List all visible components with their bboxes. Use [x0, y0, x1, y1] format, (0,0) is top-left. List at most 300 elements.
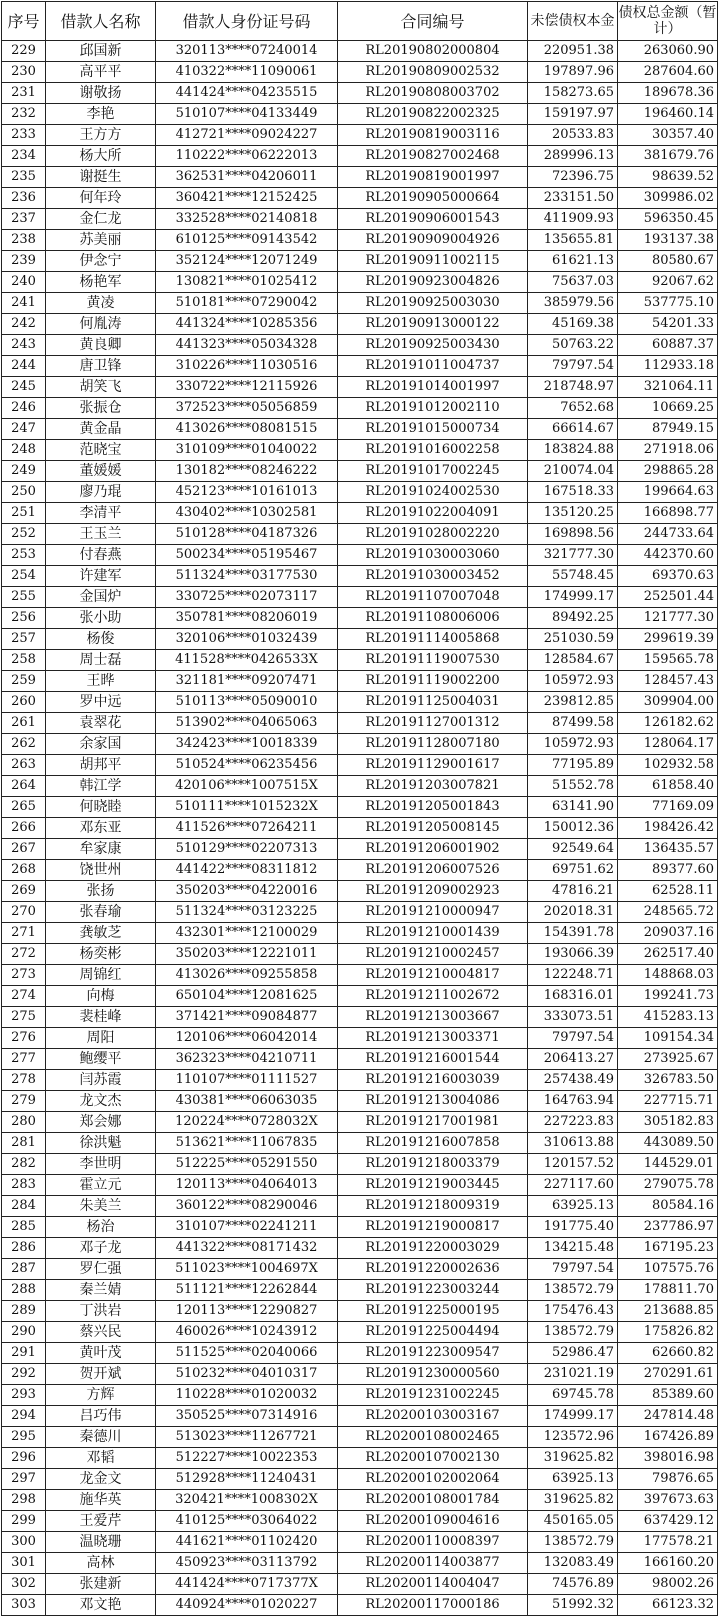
cell-id-number: 320106****01032439 [156, 629, 338, 650]
cell-principal: 122248.71 [528, 965, 618, 986]
cell-id-number: 650104****12081625 [156, 986, 338, 1007]
cell-contract-number: RL20191220002636 [338, 1259, 528, 1280]
cell-total-amount: 77169.09 [618, 797, 718, 818]
cell-borrower-name: 邓文艳 [46, 1595, 156, 1616]
cell-principal: 89492.25 [528, 608, 618, 629]
cell-borrower-name: 张春瑜 [46, 902, 156, 923]
cell-total-amount: 175826.82 [618, 1322, 718, 1343]
cell-contract-number: RL20200107002130 [338, 1448, 528, 1469]
cell-principal: 321777.30 [528, 545, 618, 566]
cell-contract-number: RL20191119007530 [338, 650, 528, 671]
cell-seq: 243 [2, 335, 46, 356]
cell-contract-number: RL20200110008397 [338, 1532, 528, 1553]
cell-id-number: 511324****03123225 [156, 902, 338, 923]
cell-principal: 193066.39 [528, 944, 618, 965]
cell-borrower-name: 张扬 [46, 881, 156, 902]
table-row [2, 272, 718, 293]
cell-principal: 79797.54 [528, 1259, 618, 1280]
cell-principal: 132083.49 [528, 1553, 618, 1574]
cell-seq: 275 [2, 1007, 46, 1028]
table-row [2, 1070, 718, 1091]
cell-seq: 238 [2, 230, 46, 251]
cell-principal: 158273.65 [528, 83, 618, 104]
cell-contract-number: RL20191014001997 [338, 377, 528, 398]
cell-borrower-name: 徐洪魁 [46, 1133, 156, 1154]
cell-seq: 251 [2, 503, 46, 524]
cell-total-amount: 309904.00 [618, 692, 718, 713]
cell-principal: 128584.67 [528, 650, 618, 671]
cell-contract-number: RL20190909004926 [338, 230, 528, 251]
cell-id-number: 110107****01111527 [156, 1070, 338, 1091]
cell-borrower-name: 邓东亚 [46, 818, 156, 839]
cell-total-amount: 199241.73 [618, 986, 718, 1007]
cell-contract-number: RL20200102002064 [338, 1469, 528, 1490]
table-header-row [2, 2, 718, 41]
cell-contract-number: RL20191012002110 [338, 398, 528, 419]
cell-borrower-name: 黄良卿 [46, 335, 156, 356]
cell-total-amount: 144529.01 [618, 1154, 718, 1175]
cell-borrower-name: 高平平 [46, 62, 156, 83]
cell-seq: 268 [2, 860, 46, 881]
cell-seq: 299 [2, 1511, 46, 1532]
cell-seq: 250 [2, 482, 46, 503]
cell-principal: 55748.45 [528, 566, 618, 587]
cell-borrower-name: 蔡兴民 [46, 1322, 156, 1343]
cell-borrower-name: 施华英 [46, 1490, 156, 1511]
cell-borrower-name: 吕巧伟 [46, 1406, 156, 1427]
cell-seq: 267 [2, 839, 46, 860]
cell-seq: 284 [2, 1196, 46, 1217]
table-row [2, 1385, 718, 1406]
cell-id-number: 430381****06063035 [156, 1091, 338, 1112]
cell-principal: 233151.50 [528, 188, 618, 209]
cell-contract-number: RL20191218003379 [338, 1154, 528, 1175]
cell-principal: 251030.59 [528, 629, 618, 650]
cell-borrower-name: 何胤涛 [46, 314, 156, 335]
cell-seq: 288 [2, 1280, 46, 1301]
cell-borrower-name: 罗仁强 [46, 1259, 156, 1280]
cell-id-number: 410322****11090061 [156, 62, 338, 83]
cell-borrower-name: 饶世州 [46, 860, 156, 881]
table-row [2, 1154, 718, 1175]
cell-borrower-name: 周锦红 [46, 965, 156, 986]
cell-principal: 134215.48 [528, 1238, 618, 1259]
table-row [2, 1091, 718, 1112]
cell-principal: 227117.60 [528, 1175, 618, 1196]
cell-contract-number: RL20191210004817 [338, 965, 528, 986]
cell-id-number: 513902****04065063 [156, 713, 338, 734]
cell-principal: 120157.52 [528, 1154, 618, 1175]
cell-id-number: 360421****12152425 [156, 188, 338, 209]
header-borrower-name: 借款人名称 [46, 2, 156, 41]
cell-contract-number: RL20190923004826 [338, 272, 528, 293]
table-row [2, 1406, 718, 1427]
cell-seq: 253 [2, 545, 46, 566]
table-row [2, 713, 718, 734]
cell-id-number: 441324****10285356 [156, 314, 338, 335]
cell-principal: 51552.78 [528, 776, 618, 797]
cell-total-amount: 227715.71 [618, 1091, 718, 1112]
cell-seq: 265 [2, 797, 46, 818]
cell-principal: 150012.36 [528, 818, 618, 839]
cell-borrower-name: 方辉 [46, 1385, 156, 1406]
cell-contract-number: RL20191108006006 [338, 608, 528, 629]
cell-contract-number: RL20191024002530 [338, 482, 528, 503]
cell-seq: 290 [2, 1322, 46, 1343]
cell-total-amount: 273925.67 [618, 1049, 718, 1070]
table-row [2, 125, 718, 146]
cell-total-amount: 442370.60 [618, 545, 718, 566]
cell-borrower-name: 龙金文 [46, 1469, 156, 1490]
cell-principal: 92549.64 [528, 839, 618, 860]
cell-contract-number: RL20191107007048 [338, 587, 528, 608]
cell-principal: 51992.32 [528, 1595, 618, 1616]
cell-id-number: 350203****04220016 [156, 881, 338, 902]
table-row [2, 1259, 718, 1280]
cell-borrower-name: 周阳 [46, 1028, 156, 1049]
table-row [2, 293, 718, 314]
cell-contract-number: RL20191223009547 [338, 1343, 528, 1364]
cell-seq: 276 [2, 1028, 46, 1049]
table-row [2, 776, 718, 797]
cell-total-amount: 80580.67 [618, 251, 718, 272]
table-row [2, 860, 718, 881]
cell-seq: 259 [2, 671, 46, 692]
cell-principal: 385979.56 [528, 293, 618, 314]
cell-contract-number: RL20191217001981 [338, 1112, 528, 1133]
cell-seq: 244 [2, 356, 46, 377]
cell-seq: 278 [2, 1070, 46, 1091]
table-row [2, 41, 718, 62]
table-row [2, 188, 718, 209]
cell-total-amount: 128457.43 [618, 671, 718, 692]
cell-total-amount: 637429.12 [618, 1511, 718, 1532]
cell-total-amount: 69370.63 [618, 566, 718, 587]
cell-seq: 277 [2, 1049, 46, 1070]
cell-id-number: 362323****04210711 [156, 1049, 338, 1070]
cell-principal: 289996.13 [528, 146, 618, 167]
cell-contract-number: RL20200109004616 [338, 1511, 528, 1532]
table-row [2, 734, 718, 755]
header-total-amount: 债权总金额（暂计） [618, 2, 718, 41]
table-row [2, 1007, 718, 1028]
cell-borrower-name: 张振仓 [46, 398, 156, 419]
cell-seq: 252 [2, 524, 46, 545]
cell-principal: 154391.78 [528, 923, 618, 944]
header-contract-number: 合同编号 [338, 2, 528, 41]
cell-total-amount: 415283.13 [618, 1007, 718, 1028]
cell-seq: 271 [2, 923, 46, 944]
cell-total-amount: 178811.70 [618, 1280, 718, 1301]
table-row [2, 629, 718, 650]
cell-principal: 191775.40 [528, 1217, 618, 1238]
table-row [2, 755, 718, 776]
cell-id-number: 432301****12100029 [156, 923, 338, 944]
cell-seq: 283 [2, 1175, 46, 1196]
cell-total-amount: 136435.57 [618, 839, 718, 860]
cell-borrower-name: 秦兰婧 [46, 1280, 156, 1301]
cell-id-number: 310226****11030516 [156, 356, 338, 377]
cell-borrower-name: 杨奕彬 [46, 944, 156, 965]
cell-total-amount: 209037.16 [618, 923, 718, 944]
cell-id-number: 360122****08290046 [156, 1196, 338, 1217]
cell-total-amount: 279075.78 [618, 1175, 718, 1196]
cell-seq: 300 [2, 1532, 46, 1553]
cell-total-amount: 92067.62 [618, 272, 718, 293]
cell-principal: 79797.54 [528, 356, 618, 377]
cell-total-amount: 62660.82 [618, 1343, 718, 1364]
cell-principal: 183824.88 [528, 440, 618, 461]
cell-id-number: 411528****0426533X [156, 650, 338, 671]
header-principal: 未偿债权本金 [528, 2, 618, 41]
cell-total-amount: 109154.34 [618, 1028, 718, 1049]
cell-principal: 74576.89 [528, 1574, 618, 1595]
cell-id-number: 352124****12071249 [156, 251, 338, 272]
cell-borrower-name: 杨治 [46, 1217, 156, 1238]
table-row [2, 167, 718, 188]
cell-contract-number: RL20190802000804 [338, 41, 528, 62]
cell-borrower-name: 鲍缨平 [46, 1049, 156, 1070]
cell-total-amount: 244733.64 [618, 524, 718, 545]
table-row [2, 692, 718, 713]
cell-total-amount: 166160.20 [618, 1553, 718, 1574]
cell-principal: 333073.51 [528, 1007, 618, 1028]
cell-total-amount: 537775.10 [618, 293, 718, 314]
cell-borrower-name: 付春燕 [46, 545, 156, 566]
cell-id-number: 511023****1004697X [156, 1259, 338, 1280]
cell-seq: 280 [2, 1112, 46, 1133]
cell-contract-number: RL20191016002258 [338, 440, 528, 461]
cell-contract-number: RL20190809002532 [338, 62, 528, 83]
cell-id-number: 320113****07240014 [156, 41, 338, 62]
cell-id-number: 130182****08246222 [156, 461, 338, 482]
cell-id-number: 511525****02040066 [156, 1343, 338, 1364]
cell-borrower-name: 黄金晶 [46, 419, 156, 440]
cell-id-number: 510107****04133449 [156, 104, 338, 125]
cell-principal: 123572.96 [528, 1427, 618, 1448]
cell-borrower-name: 贺开斌 [46, 1364, 156, 1385]
cell-borrower-name: 杨艳军 [46, 272, 156, 293]
table-row [2, 1238, 718, 1259]
cell-principal: 174999.17 [528, 1406, 618, 1427]
cell-borrower-name: 李世明 [46, 1154, 156, 1175]
table-row [2, 503, 718, 524]
table-row [2, 1469, 718, 1490]
cell-borrower-name: 胡笑飞 [46, 377, 156, 398]
cell-principal: 202018.31 [528, 902, 618, 923]
cell-id-number: 430402****10302581 [156, 503, 338, 524]
table-row [2, 356, 718, 377]
cell-borrower-name: 谢敬扬 [46, 83, 156, 104]
cell-borrower-name: 黄叶茂 [46, 1343, 156, 1364]
cell-total-amount: 167195.23 [618, 1238, 718, 1259]
cell-contract-number: RL20191219000817 [338, 1217, 528, 1238]
table-row [2, 1217, 718, 1238]
cell-borrower-name: 范晓宝 [46, 440, 156, 461]
table-row [2, 965, 718, 986]
cell-principal: 105972.93 [528, 671, 618, 692]
cell-seq: 236 [2, 188, 46, 209]
cell-total-amount: 126182.62 [618, 713, 718, 734]
cell-total-amount: 299619.39 [618, 629, 718, 650]
cell-total-amount: 107575.76 [618, 1259, 718, 1280]
cell-seq: 270 [2, 902, 46, 923]
cell-seq: 247 [2, 419, 46, 440]
cell-contract-number: RL20191216003039 [338, 1070, 528, 1091]
cell-seq: 260 [2, 692, 46, 713]
cell-total-amount: 321064.11 [618, 377, 718, 398]
cell-contract-number: RL20191015000734 [338, 419, 528, 440]
cell-id-number: 513023****11267721 [156, 1427, 338, 1448]
cell-id-number: 441322****08171432 [156, 1238, 338, 1259]
cell-seq: 297 [2, 1469, 46, 1490]
cell-total-amount: 89377.60 [618, 860, 718, 881]
cell-id-number: 330725****02073117 [156, 587, 338, 608]
cell-borrower-name: 许建军 [46, 566, 156, 587]
cell-id-number: 413026****09255858 [156, 965, 338, 986]
cell-contract-number: RL20200108002465 [338, 1427, 528, 1448]
cell-id-number: 510129****02207313 [156, 839, 338, 860]
cell-total-amount: 61858.40 [618, 776, 718, 797]
cell-id-number: 511121****12262844 [156, 1280, 338, 1301]
cell-id-number: 610125****09143542 [156, 230, 338, 251]
cell-principal: 72396.75 [528, 167, 618, 188]
cell-total-amount: 177578.21 [618, 1532, 718, 1553]
cell-borrower-name: 闫苏霞 [46, 1070, 156, 1091]
cell-seq: 282 [2, 1154, 46, 1175]
cell-total-amount: 79876.65 [618, 1469, 718, 1490]
cell-contract-number: RL20190905000664 [338, 188, 528, 209]
cell-borrower-name: 唐卫锋 [46, 356, 156, 377]
cell-total-amount: 166898.77 [618, 503, 718, 524]
cell-contract-number: RL20190822002325 [338, 104, 528, 125]
cell-total-amount: 443089.50 [618, 1133, 718, 1154]
cell-principal: 138572.79 [528, 1280, 618, 1301]
table-row [2, 1112, 718, 1133]
cell-id-number: 440924****01020227 [156, 1595, 338, 1616]
table-row [2, 1553, 718, 1574]
cell-id-number: 371421****09084877 [156, 1007, 338, 1028]
cell-seq: 301 [2, 1553, 46, 1574]
cell-seq: 293 [2, 1385, 46, 1406]
cell-total-amount: 381679.76 [618, 146, 718, 167]
cell-contract-number: RL20200114003877 [338, 1553, 528, 1574]
cell-borrower-name: 王方方 [46, 125, 156, 146]
cell-borrower-name: 廖乃琨 [46, 482, 156, 503]
cell-total-amount: 247814.48 [618, 1406, 718, 1427]
cell-principal: 218748.97 [528, 377, 618, 398]
cell-total-amount: 85389.60 [618, 1385, 718, 1406]
cell-seq: 241 [2, 293, 46, 314]
cell-principal: 63925.13 [528, 1196, 618, 1217]
cell-contract-number: RL20191210002457 [338, 944, 528, 965]
cell-seq: 237 [2, 209, 46, 230]
cell-borrower-name: 黄凌 [46, 293, 156, 314]
cell-total-amount: 121777.30 [618, 608, 718, 629]
cell-total-amount: 66123.32 [618, 1595, 718, 1616]
cell-contract-number: RL20191028002220 [338, 524, 528, 545]
cell-total-amount: 309986.02 [618, 188, 718, 209]
cell-id-number: 500234****05195467 [156, 545, 338, 566]
cell-total-amount: 159565.78 [618, 650, 718, 671]
table-row [2, 1511, 718, 1532]
table-row [2, 209, 718, 230]
cell-id-number: 332528****02140818 [156, 209, 338, 230]
cell-total-amount: 148868.03 [618, 965, 718, 986]
cell-borrower-name: 李清平 [46, 503, 156, 524]
cell-borrower-name: 秦德川 [46, 1427, 156, 1448]
table-row [2, 902, 718, 923]
cell-borrower-name: 龚敏芝 [46, 923, 156, 944]
cell-borrower-name: 龙文杰 [46, 1091, 156, 1112]
cell-contract-number: RL20191129001617 [338, 755, 528, 776]
cell-id-number: 342423****10018339 [156, 734, 338, 755]
cell-contract-number: RL20190913000122 [338, 314, 528, 335]
cell-contract-number: RL20191225000195 [338, 1301, 528, 1322]
cell-principal: 45169.38 [528, 314, 618, 335]
cell-principal: 174999.17 [528, 587, 618, 608]
cell-seq: 294 [2, 1406, 46, 1427]
cell-total-amount: 199664.63 [618, 482, 718, 503]
cell-contract-number: RL20191213003371 [338, 1028, 528, 1049]
cell-seq: 233 [2, 125, 46, 146]
cell-borrower-name: 余家国 [46, 734, 156, 755]
cell-contract-number: RL20200117000186 [338, 1595, 528, 1616]
cell-principal: 138572.79 [528, 1532, 618, 1553]
table-row [2, 1427, 718, 1448]
cell-id-number: 450923****03113792 [156, 1553, 338, 1574]
cell-id-number: 460026****10243912 [156, 1322, 338, 1343]
cell-id-number: 110228****01020032 [156, 1385, 338, 1406]
cell-seq: 295 [2, 1427, 46, 1448]
table-row [2, 146, 718, 167]
cell-principal: 164763.94 [528, 1091, 618, 1112]
cell-principal: 168316.01 [528, 986, 618, 1007]
cell-principal: 239812.85 [528, 692, 618, 713]
cell-contract-number: RL20190925003430 [338, 335, 528, 356]
cell-principal: 210074.04 [528, 461, 618, 482]
cell-id-number: 362531****04206011 [156, 167, 338, 188]
cell-total-amount: 112933.18 [618, 356, 718, 377]
cell-total-amount: 62528.11 [618, 881, 718, 902]
cell-contract-number: RL20191114005868 [338, 629, 528, 650]
cell-total-amount: 87949.15 [618, 419, 718, 440]
cell-seq: 258 [2, 650, 46, 671]
cell-id-number: 510232****04010317 [156, 1364, 338, 1385]
table-row [2, 1028, 718, 1049]
cell-borrower-name: 郑会娜 [46, 1112, 156, 1133]
cell-total-amount: 398016.98 [618, 1448, 718, 1469]
cell-principal: 310613.88 [528, 1133, 618, 1154]
cell-id-number: 350525****07314916 [156, 1406, 338, 1427]
cell-contract-number: RL20191231002245 [338, 1385, 528, 1406]
cell-principal: 169898.56 [528, 524, 618, 545]
cell-seq: 245 [2, 377, 46, 398]
table-row [2, 440, 718, 461]
cell-contract-number: RL20191022004091 [338, 503, 528, 524]
table-row [2, 482, 718, 503]
cell-principal: 50763.22 [528, 335, 618, 356]
cell-seq: 296 [2, 1448, 46, 1469]
cell-contract-number: RL20191211002672 [338, 986, 528, 1007]
table-row [2, 587, 718, 608]
cell-borrower-name: 胡邦平 [46, 755, 156, 776]
table-row [2, 1448, 718, 1469]
cell-contract-number: RL20190819003116 [338, 125, 528, 146]
cell-principal: 450165.05 [528, 1511, 618, 1532]
cell-total-amount: 287604.60 [618, 62, 718, 83]
cell-id-number: 452123****10161013 [156, 482, 338, 503]
